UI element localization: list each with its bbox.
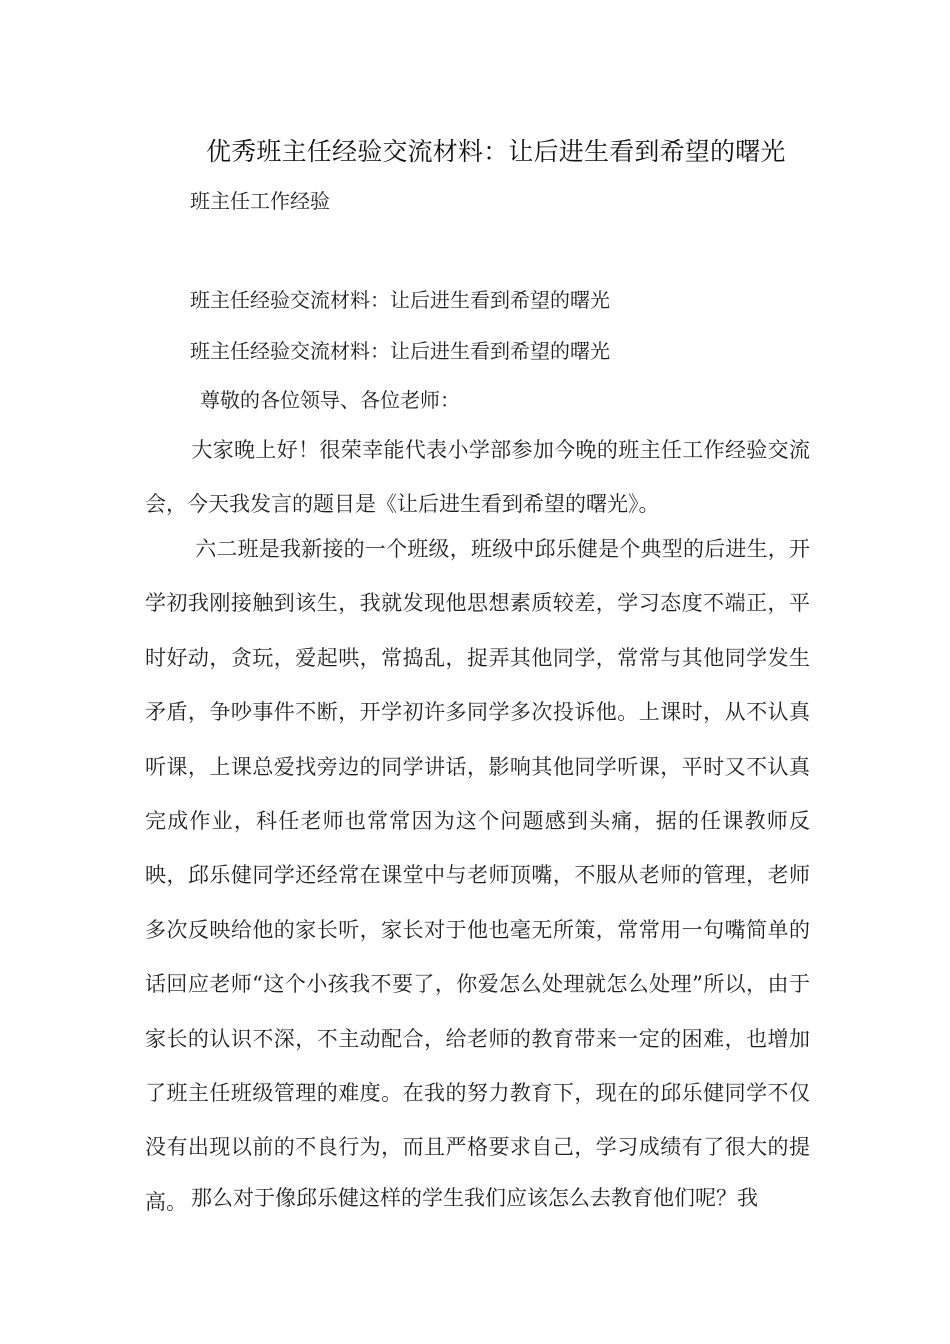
- document-subtitle-repeat: 班主任经验交流材料：让后进生看到希望的曙光: [190, 339, 610, 363]
- paragraph-student-description-text: 六二班是我新接的一个班级，班级中邱乐健是个典型的后进生，开学初我刚接触到该生，我就发现他思想素质较差，学习态度不端正，平时好动，贪玩，爱起哄，常捣乱，捉弄其他同学，常常与其他同学发生矛盾，争吵事件不断，开学初许多同学多次投诉他。上课时，从不认真听课，上课总爱找旁边的同学讲话，影响其他同学听课，平时又不认真完成作业，科任老师也常常因为这个问题感到头痛，据的任课教师反映，邱乐健同学还经常在课堂中与老师顶嘴，不服从老师的管理，老师多次反映给他的家长听，家长对于他也毫无所策，常常用一句嘴简单的话回应老师“这个小孩我不要了，你爱怎么处理就怎么处理”所以，由于家长的认识不深，不主动配合，给老师的教育带来一定的困难，也增加了班主任班级管理的难度。在我的努力教育下，现在的邱乐健同学不仅没有出现以前的不良行为，而且严格要求自己，学习成绩有了很大的提高。: [145, 537, 810, 1214]
- document-title: 优秀班主任经验交流材料：让后进生看到希望的曙光: [206, 137, 786, 166]
- paragraph-question-text: 那么对于像邱乐健这样的学生我们应该怎么去教育他们呢？我: [191, 1186, 758, 1210]
- paragraph-greeting: [145, 423, 810, 532]
- paragraph-question: [145, 1171, 810, 1225]
- paragraph-greeting-text: 大家晚上好！很荣幸能代表小学部参加今晚的班主任工作经验交流会，今天我发言的题目是《让后进生看到希望的曙光》。: [145, 438, 810, 517]
- paragraph-student-description: [145, 522, 810, 1229]
- document-subtitle: 班主任经验交流材料：让后进生看到希望的曙光: [190, 288, 610, 312]
- document-category: 班主任工作经验: [190, 189, 330, 213]
- salutation: 尊敬的各位领导、各位老师：: [200, 388, 460, 412]
